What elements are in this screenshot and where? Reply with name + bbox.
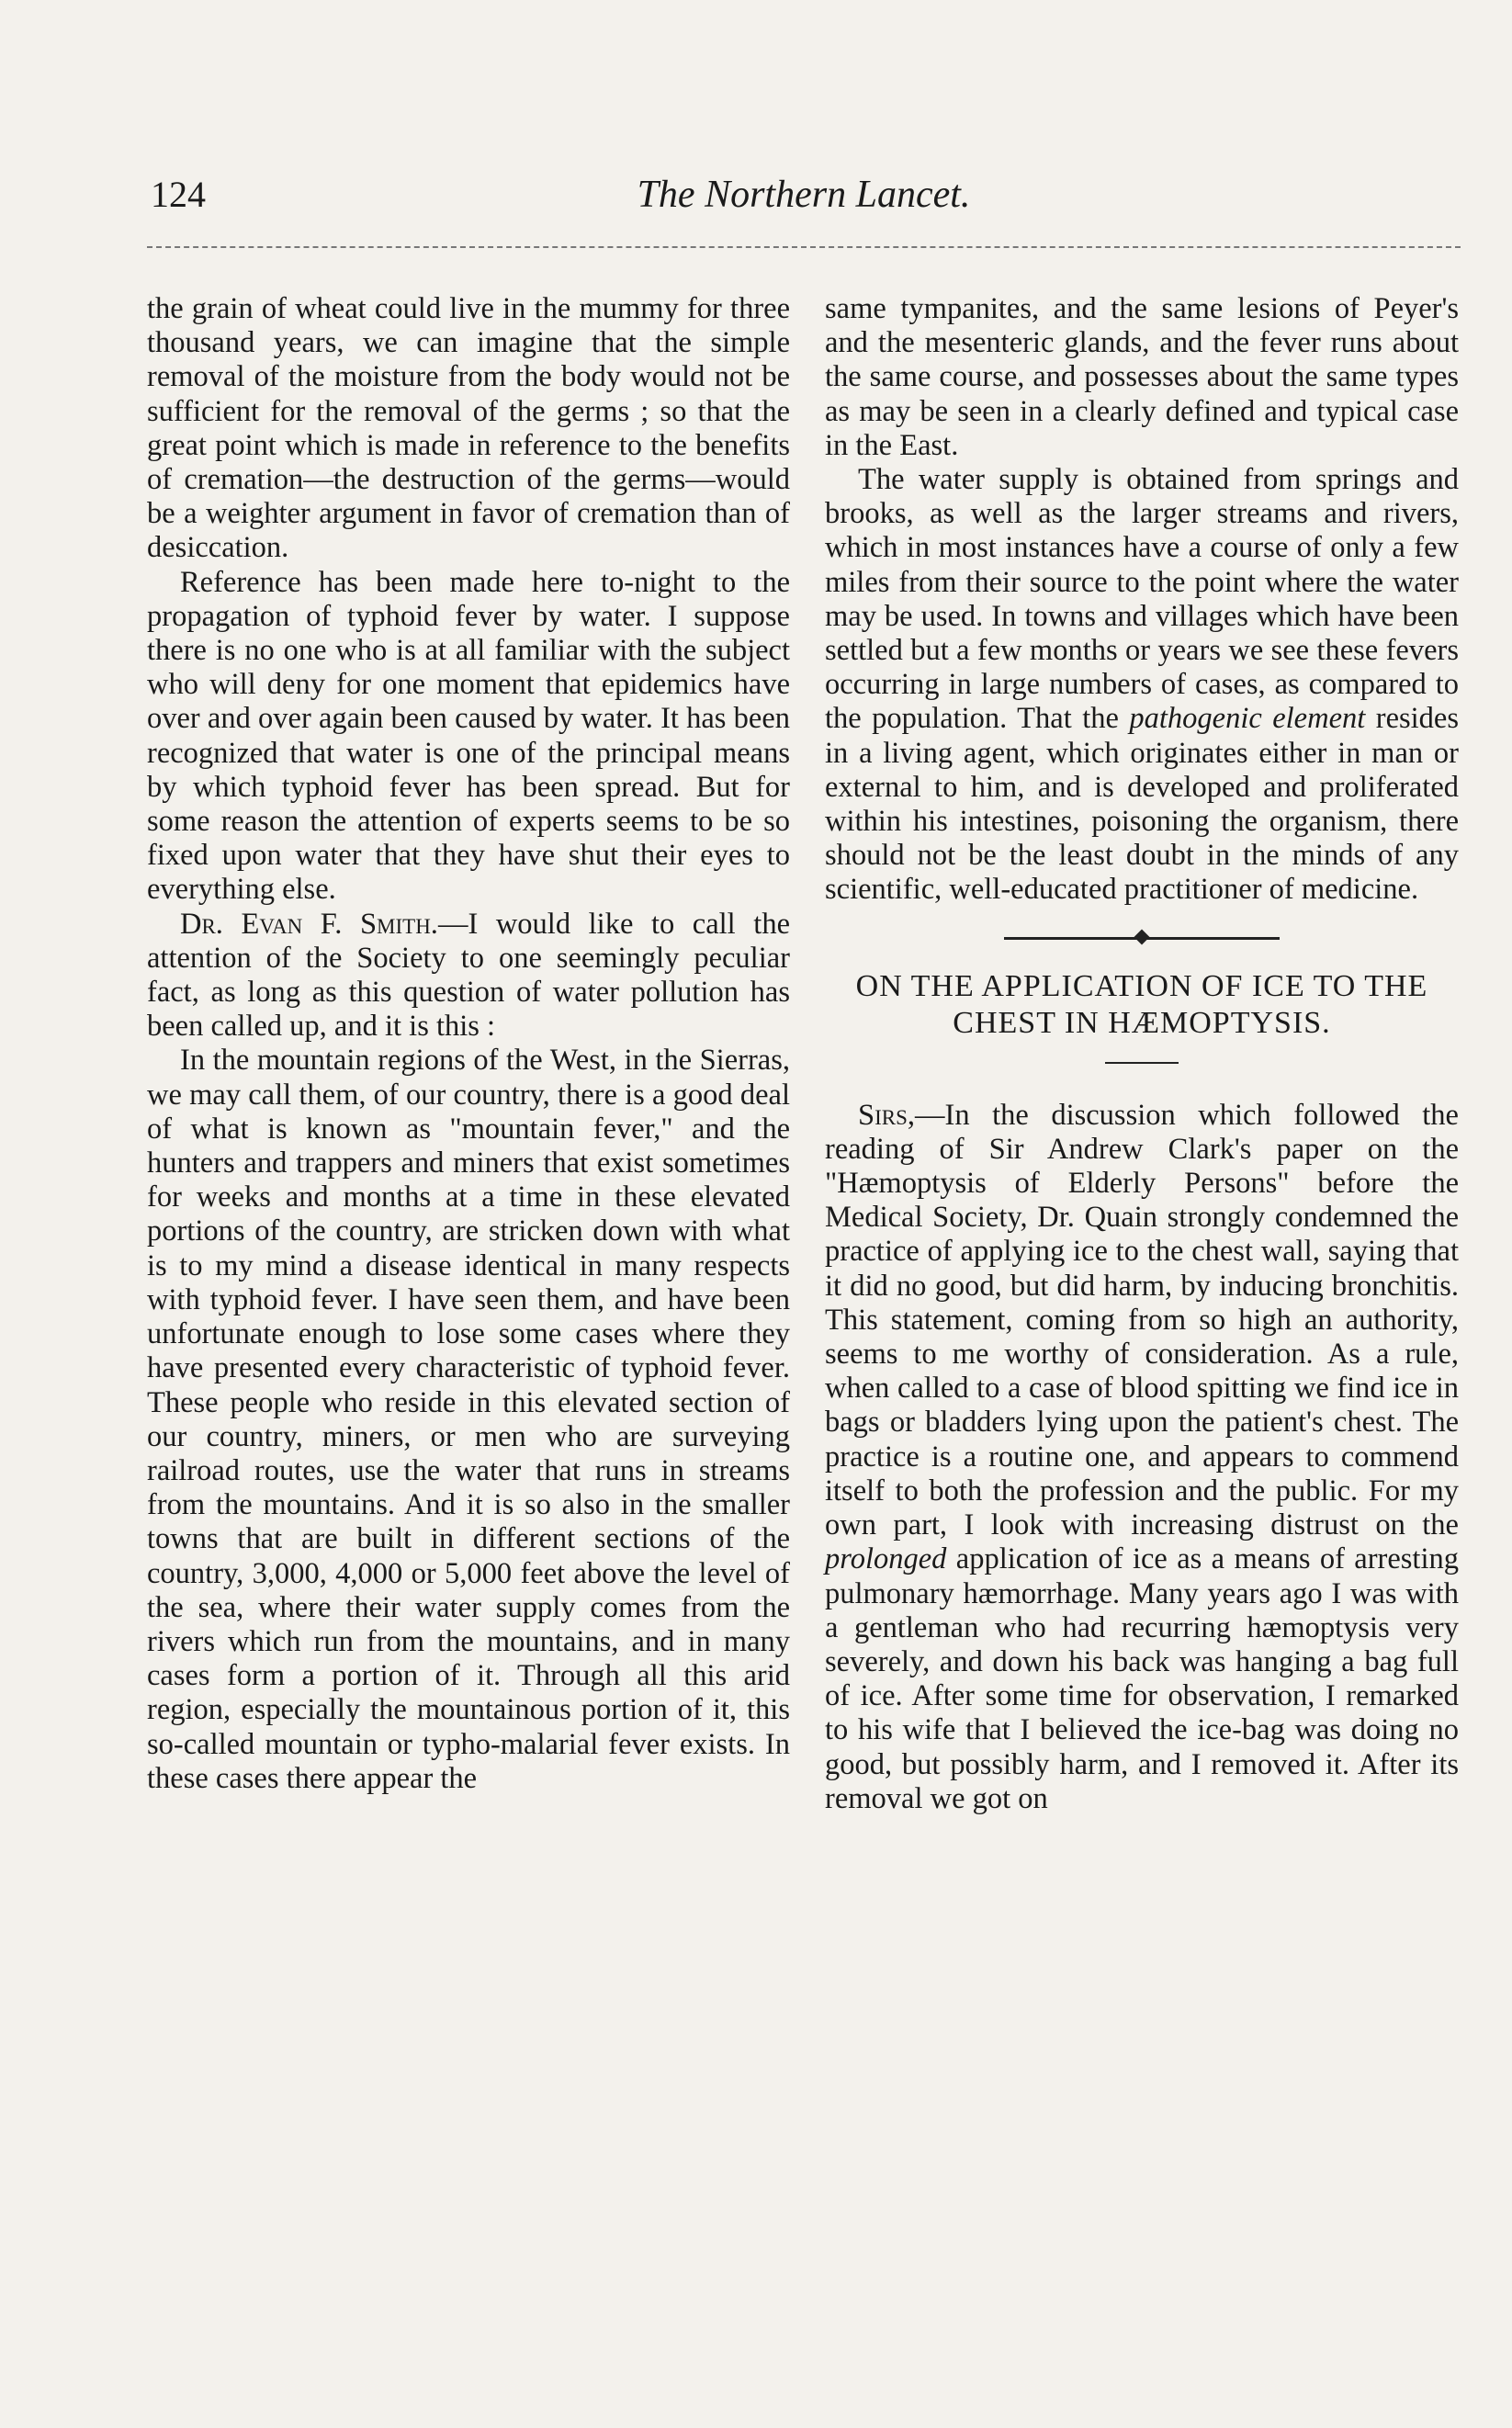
article-title: ON THE APPLICATION OF ICE TO THE CHEST IN HÆMOPTYSIS. [855, 968, 1428, 1040]
paragraph [825, 1099, 1459, 1816]
emphasis: prolonged [825, 1542, 947, 1576]
salutation: Sirs, [858, 1098, 915, 1132]
divider-diamond [1134, 929, 1150, 944]
left-column [147, 292, 790, 1796]
paragraph [147, 908, 790, 1045]
paragraph: Reference has been made here to-night to the propagation of typhoid fever by water. I suppose there is no one who is at all familiar with the subject who will deny for one moment that epidemics have over and over again been caused by water. It has been recognized that water is one of the principal means by which typhoid fever has been spread. But for some reason the attention of experts seems to be so fixed upon water that they have shut their eyes to everything else. [147, 565, 790, 907]
title-rule [1105, 1062, 1179, 1064]
running-title: The Northern Lancet. [637, 174, 971, 216]
page-header [147, 173, 1461, 228]
emphasis: pathogenic element [1129, 702, 1366, 736]
header-rule [147, 246, 1461, 248]
paragraph-text: —In the discussion which followed the reading of Sir Andrew Clark's paper on the "Hæmoptysis of Elderly Persons" before the Medical Society, Dr. Quain strongly condemned the practice of applying ice to the chest wall, saying that it did no good, but did harm, by inducing bronchitis. This statement, coming from so high an authority, seems to me worthy of consideration. As a rule, when called to a case of blood spitting we find ice in bags or bladders lying upon the patient's chest. The practice is a routine one, and appears to commend itself to both the profession and the public. For my own part, I look with increasing distrust on the [825, 1098, 1459, 1542]
paragraph [825, 463, 1459, 908]
paragraph: In the mountain regions of the West, in the Sierras, we may call them, of our country, there is a good deal of what is known as "mountain fever," and the hunters and trappers and miners that exist sometimes for weeks and months at a time in these elevated portions of the country, are stricken down with what is to my mind a disease identical in many respects with typhoid fever. I have seen them, and have been unfortunate enough to lose some cases where they have presented every characteristic of typhoid fever. These people who reside in this elevated section of our country, miners, or men who are surveying railroad routes, use the water that runs in streams from the mountains. And it is so also in the smaller towns that are built in different sections of the country, 3,000, 4,000 or 5,000 feet above the level of the sea, where their water supply comes from the rivers which run from the mountains, and in many cases form a portion of it. Through all this arid region, especially the mountainous portion of it, this so-called mountain or typho-malarial fever exists. In these cases there appear the [147, 1044, 790, 1795]
section-divider [1004, 932, 1280, 944]
paragraph-text: The water supply is obtained from springs and brooks, as well as the larger streams and rivers, which in most instances have a course of only a few miles from their source to the point where the water may be used. In towns and villages which have been settled but a few months or years we see these fevers occurring in large numbers of cases, as compared to the population. That the [825, 463, 1459, 736]
paragraph-text: resides in a living agent, which originates either in man or external to him, and is developed and proliferated within his intestines, poisoning the organism, there should not be the least doubt in the minds of any scientific, well-educated practitioner of medicine. [825, 702, 1460, 907]
paragraph-text: —I would like to call the attention of the Society to one seemingly peculiar fact, as long as this question of water pollution has been called up, and it is this : [147, 907, 790, 1044]
right-column [825, 292, 1459, 1816]
paragraph-text: application of ice as a means of arresting pulmonary hæmorrhage. Many years ago I was with a gentleman who had recurring hæmoptysis very severely, and down his back was hanging a bag full of ice. After some time for observation, I remarked to his wife that I believed the ice-bag was doing no good, but possibly harm, and I removed it. After its removal we got on [825, 1542, 1459, 1815]
speaker-name: Dr. Evan F. Smith. [180, 907, 438, 941]
page-number: 124 [151, 174, 206, 215]
paragraph: same tympanites, and the same lesions of Peyer's and the mesenteric glands, and the fever runs about the same course, and possesses about the same types as may be seen in a clearly defined and typical case in the East. [825, 292, 1459, 462]
paragraph: the grain of wheat could live in the mummy for three thousand years, we can imagine that the simple removal of the moisture from the body would not be sufficient for the removal of the germs ; so that the great point which is made in reference to the benefits of cremation—the destruction of the germs—would be a weighter argument in favor of cremation than of desiccation. [147, 292, 790, 565]
